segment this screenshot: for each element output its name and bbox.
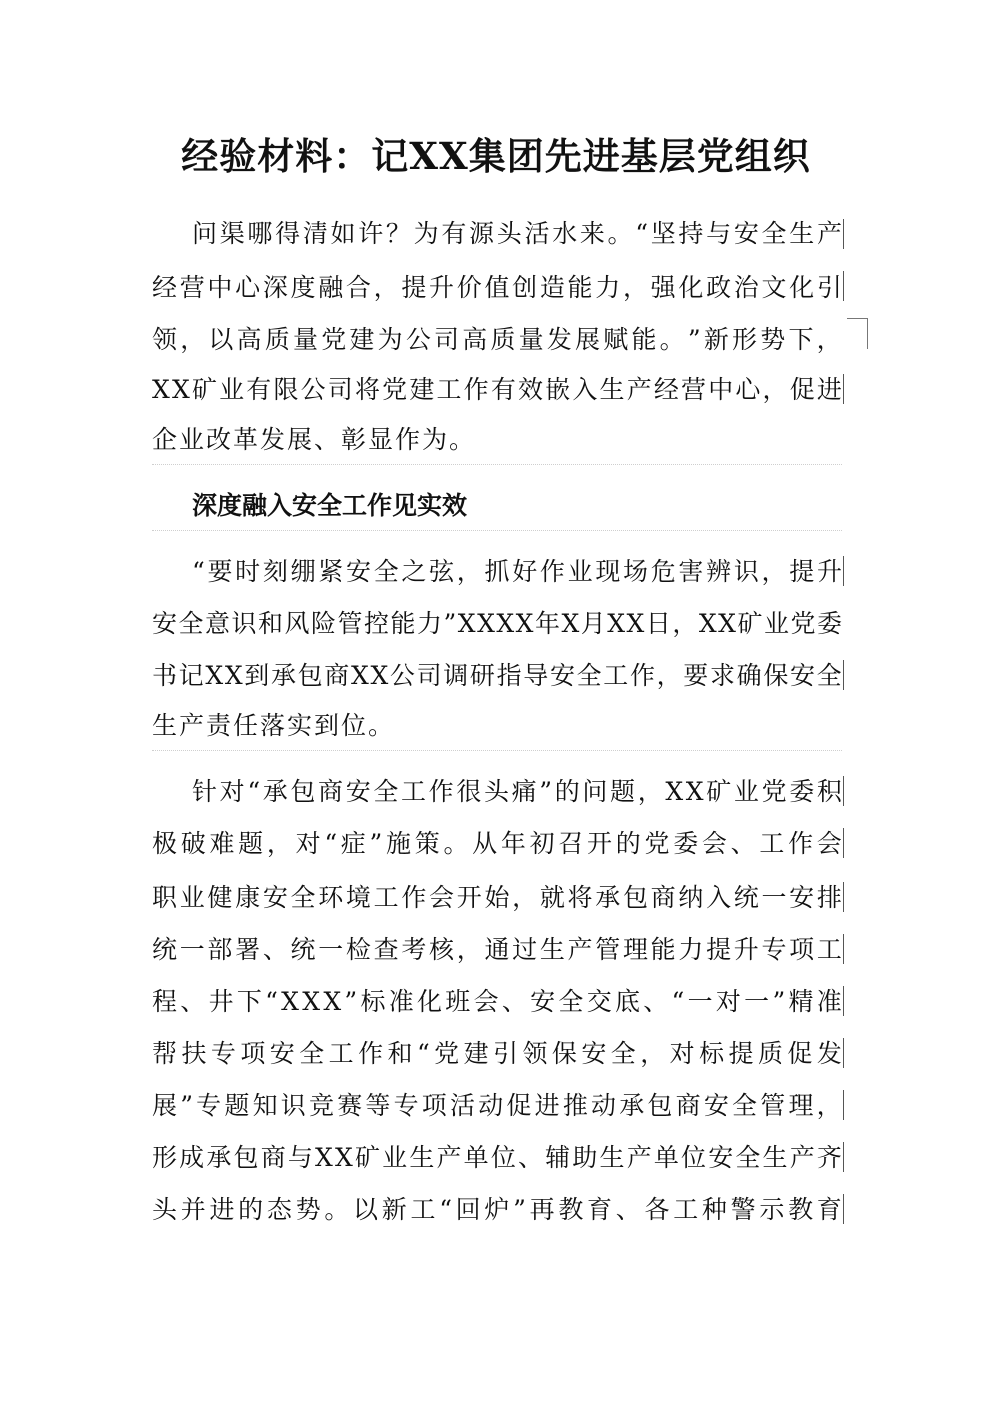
text-boundary-mark [843,934,844,964]
body-line: 统 一 部 署 、 统 一 检 查 考 核 ， 通 过 生 产 管 理 能 力 提 升 专 项 工 [152,935,842,964]
text-boundary-mark [843,556,844,586]
text-boundary-mark [843,1142,844,1172]
document-title: 经验材料：记XX集团先进基层党组织 [181,134,811,178]
intro-line: 经 营 中 心 深 度 融 合 ， 提 升 价 值 创 造 能 力 ， 强 化 政 治 文 化 引 [152,273,842,302]
body-line: 针 对 “ 承 包 商 安 全 工 作 很 头 痛 ” 的 问 题 ， X X 矿 业 党 委 积 [192,777,842,806]
text-boundary-mark [843,1090,844,1120]
text-boundary-mark [843,828,844,858]
text-boundary-mark [843,776,844,806]
body-line: 极 破 难 题 ， 对 “ 症 ” 施 策 。 从 年 初 召 开 的 党 委 会 、 工 作 会 [152,829,842,858]
paragraph-separator [152,530,842,531]
text-boundary-mark [843,882,844,912]
body-line: 形 成 承 包 商 与 X X 矿 业 生 产 单 位 、 辅 助 生 产 单 位 安 全 生 产 齐 [152,1143,842,1172]
body-line: 头 并 进 的 态 势 。 以 新 工 “ 回 炉 ” 再 教 育 、 各 工 种 警 示 教 育 [152,1195,842,1224]
intro-line: 问 渠 哪 得 清 如 许 ？ 为 有 源 头 活 水 来 。 “ 坚 持 与 安 全 生 产 [192,219,842,248]
text-boundary-mark [843,660,844,690]
body-line: 展 ” 专 题 知 识 竞 赛 等 专 项 活 动 促 进 推 动 承 包 商 安 全 管 理 ， [152,1091,842,1120]
body-line: 生产责任落实到位。 [152,711,396,740]
body-line: “ 要 时 刻 绷 紧 安 全 之 弦 ， 抓 好 作 业 现 场 危 害 辨 识 ， 提 升 [192,557,842,586]
paragraph-separator [152,750,842,751]
intro-line: 领 ， 以 高 质 量 党 建 为 公 司 高 质 量 发 展 赋 能 。 ” 新 形 势 下 ， [152,325,842,354]
body-line: 职 业 健 康 安 全 环 境 工 作 会 开 始 ， 就 将 承 包 商 纳 入 统 一 安 排 [152,883,842,912]
body-line: 书 记 X X 到 承 包 商 X X 公 司 调 研 指 导 安 全 工 作 ， 要 求 确 保 安 全 [152,661,842,690]
body-line: 安 全 意 识 和 风 险 管 控 能 力 ” X X X X 年 X 月 X X 日 ， X X 矿 业 党 委 [152,609,842,638]
section-heading: 深度融入安全工作见实效 [192,491,468,520]
text-boundary-mark [843,219,844,249]
text-boundary-mark [843,1194,844,1224]
body-line: 帮 扶 专 项 安 全 工 作 和 “ 党 建 引 领 保 安 全 ， 对 标 提 质 促 发 [152,1039,842,1068]
body-line: 程 、 井 下 “ X X X ” 标 准 化 班 会 、 安 全 交 底 、 “ 一 对 一 ” 精 准 [152,987,842,1016]
text-boundary-mark [843,1038,844,1068]
text-boundary-mark [843,374,844,404]
intro-line: X X 矿 业 有 限 公 司 将 党 建 工 作 有 效 嵌 入 生 产 经 营 中 心 ， 促 进 [152,375,842,404]
intro-line: 企业改革发展、彰显作为。 [152,425,477,454]
text-boundary-mark [843,271,844,301]
text-boundary-corner [847,318,868,349]
text-boundary-mark [843,986,844,1016]
paragraph-separator [152,464,842,465]
